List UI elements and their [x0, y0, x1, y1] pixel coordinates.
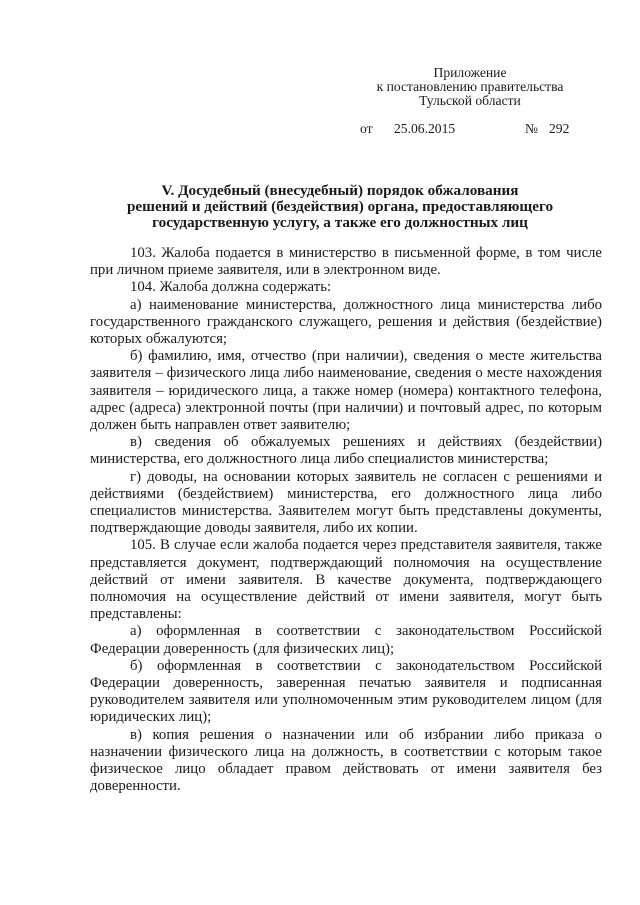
appendix-line: Приложение: [433, 65, 507, 80]
section-title: [90, 183, 590, 231]
paragraph-105-a: а) оформленная в соответствии с законодательством Российской Федерации доверенность (для физических лиц);: [90, 623, 602, 657]
section-title-line: государственную услугу, а также его должностных лиц: [152, 214, 528, 231]
paragraph-105-v: в) копия решения о назначении или об избрании либо приказа о назначении физического лица на должность, в соответствии с которым такое физическое лицо обладает правом действовать от имени заявителя без доверенности.: [90, 726, 602, 795]
number-label: №: [525, 121, 538, 136]
paragraph-103: 103. Жалоба подается в министерство в письменной форме, в том числе при личном приеме заявителя, или в электронном виде.: [90, 245, 602, 279]
paragraph-104-g: г) доводы, на основании которых заявитель не согласен с решениями и действиями (бездействием) министерства, его должностного лица либо специалистов министерства. Заявителем могут быть представлены документы, подтверждающие доводы заявителя, либо их копии.: [90, 468, 602, 537]
paragraph-105: 105. В случае если жалоба подается через представителя заявителя, также представляется документ, подтверждающий полномочия на осуществление действий от имени заявителя. В качестве документа, подтверждающего полномочия на осуществление действий от имени заявителя, могут быть представлены:: [90, 537, 602, 623]
paragraph-104-a: а) наименование министерства, должностного лица министерства либо государственного гражданского служащего, решения и действия (бездействие) которых обжалуются;: [90, 296, 602, 348]
date-label: от: [360, 121, 373, 136]
document-body: [90, 245, 602, 796]
paragraph-104-b: б) фамилию, имя, отчество (при наличии), сведения о месте жительства заявителя – физического лица либо наименование, сведения о месте нахождения заявителя – юридического лица, а также номер (номера) контактного телефона, адрес (адреса) электронной почты (при наличии) и почтовый адрес, по которым должен быть направлен ответ заявителю;: [90, 348, 602, 434]
section-title-line: V. Досудебный (внесудебный) порядок обжалования: [161, 182, 519, 199]
number-value: 292: [549, 121, 570, 136]
appendix-block: [350, 66, 590, 108]
appendix-line: Тульской области: [419, 93, 521, 108]
appendix-line: к постановлению правительства: [376, 79, 564, 94]
paragraph-105-b: б) оформленная в соответствии с законодательством Российской Федерации доверенность, заверенная печатью заявителя и подписанная руководителем заявителя или уполномоченным этим руководителем лицом (для юридических лиц);: [90, 657, 602, 726]
paragraph-104-v: в) сведения об обжалуемых решениях и действиях (бездействии) министерства, его должностного лица либо специалистов министерства;: [90, 434, 602, 468]
date-value: 25.06.2015: [394, 121, 456, 136]
paragraph-104: 104. Жалоба должна содержать:: [130, 279, 332, 296]
section-title-line: решений и действий (бездействия) органа, предоставляющего: [126, 198, 554, 215]
